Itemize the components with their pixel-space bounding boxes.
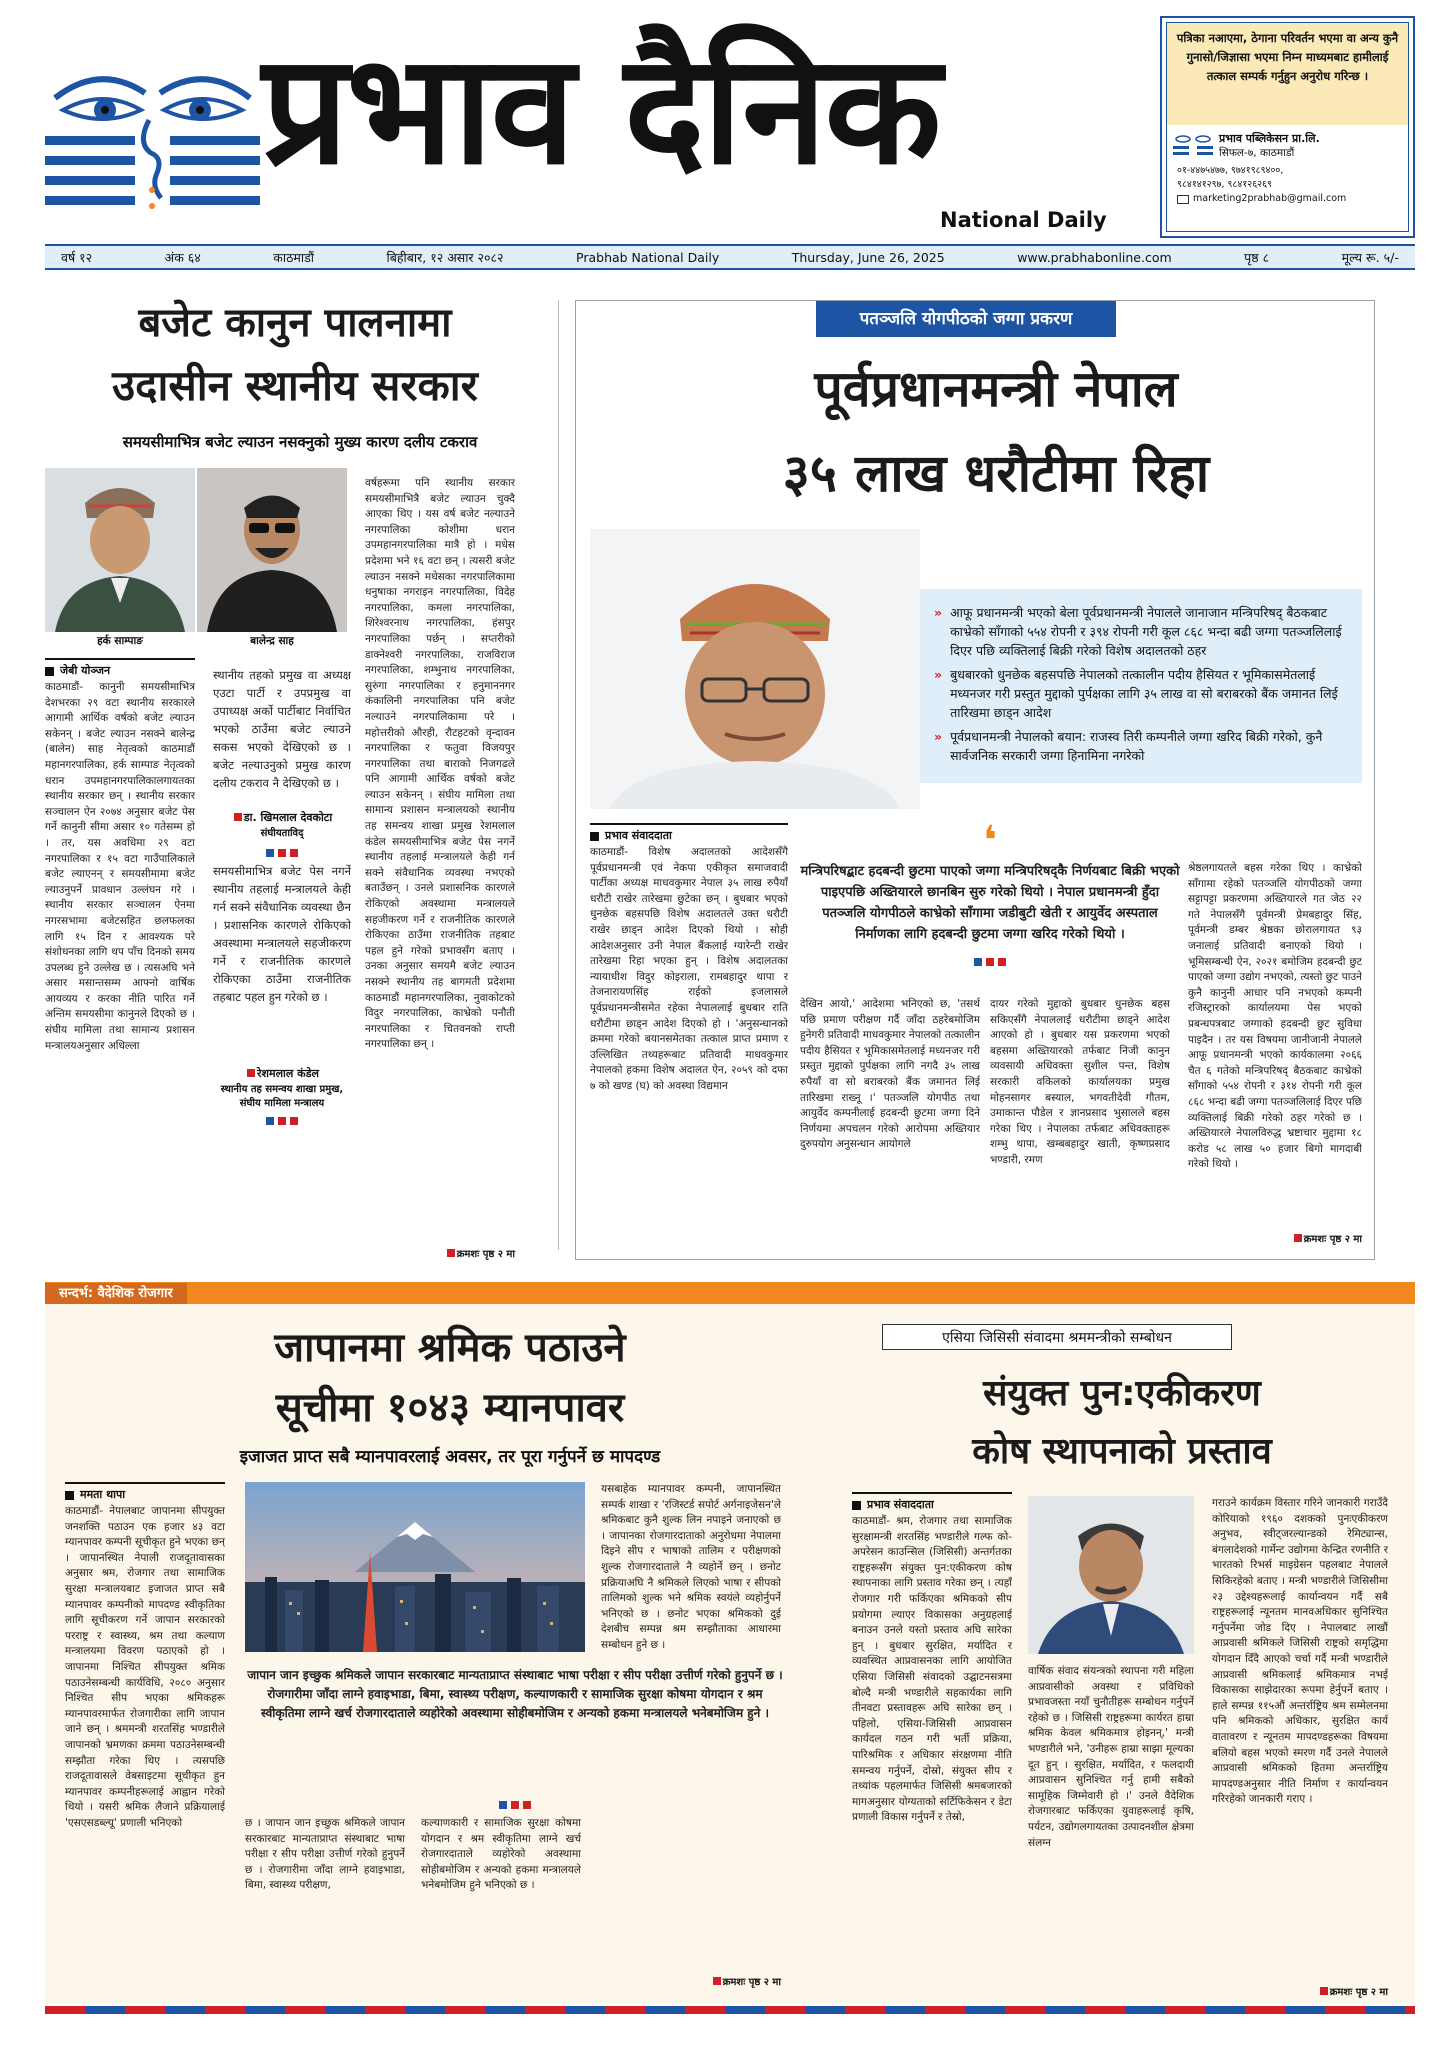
- japan-caption-marks: [245, 1794, 785, 1813]
- budget-quote-2: [213, 862, 351, 1062]
- caption-harka-sampang: हर्क साम्पाङ: [97, 635, 143, 647]
- patanjali-tag: पतञ्जलि योगपीठको जग्गा प्रकरण: [816, 301, 1116, 337]
- budget-headline-line1: बजेट कानुन पालनामा: [138, 300, 452, 346]
- budget-headline-line2: उदासीन स्थानीय सरकार: [112, 361, 478, 410]
- japan-col3-text: छ । जापान जान इच्छुक श्रमिकले जापान सरकारबाट मान्यताप्राप्त संस्थाबाट भाषा परीक्षा र सीप परीक्षा उत्तीर्ण गरेको हुनुपर्ने छ । रोजगारीमा जाँदा लाग्ने हवाइभाडा, बिमा, स्वास्थ्य परीक्षण,: [245, 1817, 405, 1892]
- budget-column-3: [365, 476, 515, 1246]
- key-point: » आफू प्रधानमन्त्री भएको बेला पूर्वप्रधानमन्त्री नेपालले जानाजान मन्त्रिपरिषद् बैठकबाट काभ्रेको साँगाको ५५४ रोपनी र ३९४ रोपनी गरी कूल ८६८ भन्दा बढी जग्गा पतञ्जलिलाई दिएर पछि व्यक्तिलाई बिक्री गरेको विशेष अदालतको ठहर: [934, 603, 1348, 660]
- japan-column-4: [421, 1816, 581, 1966]
- key-point-text: पूर्वप्रधानमन्त्री नेपालको बयान: राजस्व तिरी कम्पनीले जग्गा खरिद बिक्री गरेको, कुनै सार्वजनिक सरकारी जग्गा हिनामिना नगरेको: [950, 729, 1323, 763]
- japan-col2-text: यसबाहेक म्यानपावर कम्पनी, जापानस्थित सम्पर्क शाखा र 'रजिस्टर्ड सपोर्ट अर्गनाइजेसन'ले श्रमिकबाट कुनै शुल्क लिन नपाइने जनाएको छ । जापानका रोजगारदाताको अनुरोधमा नेपालमा दिइने सीप र भाषाको तालिम र परीक्षणको शुल्क रोजगारदाताले नै व्यहोर्ने छन् । छनोट प्रक्रियाअघि नै श्रमिकले लिएको भाषा र सीपको तालिमको शुल्क भने श्रमिक स्वयंले व्यहोर्नुपर्ने भनिएको छ । छनोट भएका श्रमिकको दुई देशबीच सम्पन्न श्रम सम्झौताका आधारमा सम्बोधन हुने छ ।: [601, 1483, 781, 1651]
- story-budget: [45, 280, 545, 1280]
- budget-col1-text: काठमाडौं- कानुनी समयसीमाभित्र देशभरका २९ वटा स्थानीय सरकारले आगामी आर्थिक वर्षको बजेट ल्याउन सकेनन् । बजेट ल्याउन नसक्ने बालेन्द्र (बालेन) साह नेतृत्वको काठमाडौं महानगरपालिका, हर्क साम्पाङ नेतृत्वको धरान उपमहानगरपालिकालगायतका स्थानीय सरकार छन् । स्थानीय सरकार सञ्चालन ऐन २०७४ अनुसार बजेट पेस गर्ने कानुनी सीमा असार १० गतेसम्म हो । तर, यस अवधिमा २९ वटा नगरपालिका र १५ वटा गाउँपालिकाले बजेट ल्याएनन् र समयसीमामा बजेट ल्याउनुपर्ने प्रावधान उल्लंघन गरे । स्थानीय सरकार सञ्चालन ऐनमा नगरसभामा बजेटसहित छलफलका लागि १५ दिन र आवश्यक परे संशोधनका लागि थप पाँच दिनको समय उपलब्ध हुने उल्लेख छ । त्यसअघि भने असार मसान्तसम्म आफ्नो वार्षिक आयव्यय र करका नीति पारित गर्ने अन्तिम समयसीमा कानुनले दिएको छ । संघीय मामिला तथा सामान्य प्रशासन मन्त्रालयअनुसार अधिल्ला: [45, 681, 195, 1052]
- gcc-column-1: [852, 1514, 1012, 1984]
- date-nepali: बिहीबार, १२ असार २०८२: [386, 249, 504, 265]
- quote2-attribution: [213, 1066, 351, 1128]
- quote1-attribution: [213, 810, 351, 860]
- nepal-column-3: [990, 997, 1170, 1247]
- nepal-headline-line1: पूर्वप्रधानमन्त्री नेपाल: [814, 360, 1178, 418]
- volume-year: वर्ष १२: [61, 249, 93, 265]
- photo-harka-sampang: [45, 468, 195, 632]
- date-english: Thursday, June 26, 2025: [791, 249, 945, 265]
- nepal-continue-text: क्रमशः पृष्ठ २ मा: [1303, 1234, 1362, 1245]
- gcc-byline: [852, 1492, 1012, 1512]
- gcc-headline-line2: कोष स्थापनाको प्रस्ताव: [972, 1431, 1272, 1472]
- key-point: » बुधबारको धुनछेक बहसपछि नेपालको तत्कालीन पदीय हैसियत र भूमिकासमेतलाई मध्यनजर गरी प्रस्तुत मुद्दाको पुर्पक्षका लागि ३५ लाख वा सो बराबरको बैंक जमानत लिई तारिखमा छाड्न आदेश: [934, 665, 1348, 722]
- nepal-byline: [590, 823, 788, 843]
- nepal-column-4: [1188, 861, 1362, 1229]
- nepal-column-1: [590, 845, 788, 1245]
- story-gcc-dialogue: [852, 1324, 1415, 2004]
- masthead: [0, 0, 1434, 240]
- japan-byline: [65, 1482, 225, 1502]
- phone-icon-line: [1167, 160, 1408, 206]
- buddha-eyes-logo: [45, 58, 260, 218]
- byline-author: प्रभाव संवाददाता: [605, 829, 672, 842]
- nepal-col2-text: देखिन आयो,' आदेशमा भनिएको छ, 'तसर्थ पछि प्रमाण परीक्षण गर्दै जाँदा ठहरेबमोजिम हुनेगरी प्रतिवादी माधवकुमार नेपालको तत्कालीन पदीय हैसियत र भूमिकासमेतलाई मध्यनजर गरी प्रस्तुत मुद्दाको पुर्पक्षका लागि नगदै ३५ लाख रुपैयाँ वा सो बराबरको बैंक जमानत लिई तारिखमा राख्नू ।' पतञ्जलि योगपीठ तथा आयुर्वेद कम्पनीलाई हदबन्दी छुटमा जग्गा दिने निर्णयमा अपचलन गरेको आरोपमा अख्तियार दुरुपयोग अनुसन्धान आयोगले: [800, 998, 980, 1151]
- japan-continue: [601, 1974, 781, 1988]
- publisher-name: प्रभाव पब्लिकेसन प्रा.लि.: [1219, 132, 1320, 145]
- location: काठमाडौं: [273, 249, 315, 265]
- phone-numbers-2: ९८४१४१२९७, ९८४१२६२६९: [1177, 179, 1272, 190]
- gcc-continue: [1212, 1984, 1388, 1998]
- section-bar-label: सन्दर्भ: वैदेशिक रोजगार: [45, 1283, 187, 1305]
- bottom-stripe: [45, 2006, 1415, 2014]
- newspaper-title: प्रभाव दैनिक: [262, 21, 940, 198]
- issue-number: अंक ६४: [164, 249, 201, 265]
- phone-numbers-1: ०१-४४७५४७७, ९७४१९८९४००,: [1177, 165, 1284, 176]
- quote2-text: समयसीमाभित्र बजेट पेस नगर्ने स्थानीय तहलाई मन्त्रालयले केही गर्न सक्ने संवैधानिक व्यवस्था छैन । प्रशासनिक कारणले रोकिएको अवस्थामा मन्त्रालयले सहजीकरण गर्ने र राजनीतिक कारणले रोकिएका ठाउँमा राजनीतिक तहबाट पहल हुन गरेको छ ।: [213, 864, 351, 1004]
- budget-column-1: [45, 680, 195, 1240]
- gcc-col3-text: गराउने कार्यक्रम विस्तार गरिने जानकारी गराउँदै कोरियाको १९६० दशकको पुनःएकीकरण अनुभव, स्वीट्जरल्यान्डको रेमिट्यान्स, बंगलादेशको गार्मेन्ट उद्योगमा केन्द्रित रणनीति र भारतको रिभर्स माइग्रेसन पहलबाट नेपालले सिकिरहेको बताए । मन्त्री भण्डारीले जिसिसीमा २३ उद्देश्यहरूलाई कार्यान्वयन गर्दै सबै राष्ट्रहरूलाई न्यूनतम मानवअधिकार सुनिश्चित गर्नुपर्नेमा जोड दिए । नेपालबाट लाखौं आप्रवासी श्रमिकले जिसिसी राष्ट्रको समृद्धिमा योगदान दिँदै आएको चर्चा गर्दै मन्त्री भण्डारीले आप्रवासी श्रमिकलाई श्रमिकमात्र नभई विकासका साझेदारका रूपमा हेर्नुपर्ने बताए । हाले सम्पन्न ११५औं अन्तर्राष्ट्रिय श्रम सम्मेलनमा पनि श्रमिकको अधिकार, सुरक्षित कार्य वातावरण र न्यूनतम मापदण्डहरूका विषयमा बलियो बहस भएको स्मरण गर्दै उनले नेपालले आप्रवासी श्रमिकको हितमा अन्तर्राष्ट्रिय मापदण्डअनुसार नीति निर्माण र कार्यान्वयन गरिरहेको जानकारी गराए ।: [1212, 1497, 1388, 1806]
- budget-quote-1: [213, 666, 351, 806]
- column-divider: [558, 300, 559, 1250]
- key-point: » पूर्वप्रधानमन्त्री नेपालको बयान: राजस्व तिरी कम्पनीले जग्गा खरिद बिक्री गरेको, कुनै सार्वजनिक सरकारी जग्गा हिनामिना नगरेको: [934, 727, 1348, 765]
- japan-col4-text: कल्याणकारी र सामाजिक सुरक्षा कोषमा योगदान र श्रम स्वीकृतिमा लाग्ने खर्च रोजगारदाताले व्यहोरेको अवस्थामा सोहीबमोजिम र अन्यको हकमा मन्त्रालयले भनेबमोजिम हुने भनिएको छ ।: [421, 1817, 581, 1892]
- photo-tokyo-fuji: [245, 1482, 585, 1652]
- quote1-text: स्थानीय तहको प्रमुख वा अध्यक्ष एउटा पार्टी र उपप्रमुख वा उपाध्यक्ष अर्को पार्टीबाट निर्वाचित भएको ठाउँमा बजेट ल्याउने सकस भएको देखिएको छ । बजेट नल्याउनुको प्रमुख कारण दलीय टकराव नै देखिएको छ ।: [213, 668, 351, 790]
- japan-headline-line1: जापानमा श्रमिक पठाउने: [274, 1325, 626, 1371]
- japan-headline-line2: सूचीमा १०४३ म्यानपावर: [275, 1385, 625, 1431]
- email-icon: [1177, 195, 1189, 204]
- nepal-col4-text: श्रेष्ठलगायतले बहस गरेका थिए । काभ्रेको साँगामा रहेको पतञ्जलि योगपीठको जग्गा सट्टापट्टा प्रकरणमा अख्तियारले गत जेठ २२ गते नेपालसँगै पूर्वमन्त्री प्रेमबहादुर सिंह, पूर्वमन्त्री डम्बर श्रेष्ठका छोरालगायत ९३ जनालाई प्रतिवादी बनाएको थियो । भूमिसम्बन्धी ऐन, २०२१ बमोजिम हदबन्दी छुट पाएको जग्गा उद्योग नभएको, त्यस्तो छुट पाउने कुनै कानुनी आधार पनि नभएको कम्पनी रजिस्ट्रारको कार्यालयमा पेस भएको प्रबन्धपत्रबाट जग्गाको हदबन्दी छुट सुविधा पाइदैन । तर यस विषयमा जानीजानी नेपालले आफू प्रधानमन्त्री भएको कार्यकालमा २०६६ चैत ६ गतेको मन्त्रिपरिषद् बैठकबाट काभ्रेको साँगाको ५५४ रोपनी र ३१४ रोपनी गरी कूल ८६८ भन्दा बढी जग्गा पतञ्जलिलाई दिएर पछि व्यक्तिलाई बिक्री गरेको ठहर गरेको छ । अख्तियारले नेपालविरुद्ध भ्रष्टाचार मुद्दामा १८ करोड ५८ लाख ५० हजार बिगो मागदाबी गरेको थियो ।: [1188, 862, 1362, 1171]
- japan-column-1: [65, 1504, 225, 1994]
- budget-continue-text: क्रमशः पृष्ठ २ मा: [456, 1249, 515, 1260]
- pull-quote-text: मन्त्रिपरिषद्बाट हदबन्दी छुटमा पाएको जग्गा मन्त्रिपरिषद्कै निर्णयबाट बिक्री भएको पाइएपछि अख्तियारले छानबिन सुरु गरेको थियो । नेपाल प्रधानमन्त्री हुँदा पतञ्जलि योगपीठले काभ्रेको साँगामा जडीबुटी खेती र आयुर्वेद अस्पताल निर्माणका लागि हदबन्दी छुटमा जग्गा खरिद गरेको थियो ।: [800, 864, 1180, 942]
- page-count: पृष्ठ ८: [1244, 249, 1270, 265]
- pull-quote: [800, 818, 1180, 971]
- quote2-name: रेशमलाल कंडेल: [257, 1067, 319, 1080]
- gcc-col2-text: वार्षिक संवाद संयन्त्रको स्थापना गरी महिला आप्रवासीको अवस्था र प्रविधिको प्रभावजस्ता नयाँ चुनौतीहरू सम्बोधन गर्नुपर्ने रहेको छ । जिसिसी राष्ट्रहरूमा कार्यरत हाम्रा श्रमिक केवल श्रमिकमात्र होइनन्,' मन्त्री भण्डारीले भने, 'उनीहरू हाम्रा साझा मूल्यका दूत हुन् । सुरक्षित, मर्यादित, र फलदायी आप्रवासन सुनिश्चित गर्नु हामी सबैको सामूहिक जिम्मेवारी हो ।' उनले वैदेशिक रोजगारबाट फर्किएका युवाहरूलाई कृषि, पर्यटन, उद्योगलगायतका उत्पादनशील क्षेत्रमा संलग्न: [1028, 1665, 1194, 1849]
- section-bar: [45, 1282, 1415, 1304]
- gcc-col1-text: काठमाडौं- श्रम, रोजगार तथा सामाजिक सुरक्षामन्त्री शरतसिंह भण्डारीले गल्फ को-अपरेसन काउन्सिल (जिसिसी) अन्तर्गतका राष्ट्रहरूसँग संयुक्त पुन:एकीकरण कोष स्थापनाका लागि प्रस्ताव गरेका छन् । त्यहाँ रोजगार गरी फर्किएका श्रमिकको सीप प्रयोगमा ल्याएर विकासका अनुग्रहलाई बनाउन उनले यस्तो प्रस्ताव अघि सारेका हुन् । बुधबार सुरक्षित, मर्यादित र व्यवस्थित आप्रवासनका लागि आयोजित एसिया जिसिसी संवादको उद्घाटनसत्रमा बोल्दै मन्त्री भण्डारीले सहकार्यका लागि तीनवटा प्रस्तावहरू अघि सारेका छन् । पहिलो, एसिया-जिसिसी आप्रवासन कार्यदल गठन गरी भर्ती प्रक्रिया, पारिश्रमिक र अधिकार संरक्षणमा नीति समन्वय गर्नुपर्ने, दोस्रो, संयुक्त सीप र तथ्यांक पहलमार्फत जिसिसी श्रमबजारको मागअनुसार योग्यताको सर्टिफिकेसन र डेटा प्रणाली विकास गर्नुपर्ने र तेस्रो,: [852, 1515, 1012, 1824]
- notice-text: पत्रिका नआएमा, ठेगाना परिवर्तन भएमा वा अन्य कुनै गुनासो/जिज्ञासा भएमा निम्न माध्यमबाट हामीलाई तत्काल सम्पर्क गर्नुहुन अनुरोध गरिन्छ ।: [1167, 23, 1408, 125]
- small-logo-icon: [1173, 132, 1213, 160]
- photo-madhav-nepal: [590, 529, 920, 809]
- key-point-text: बुधबारको धुनछेक बहसपछि नेपालको तत्कालीन पदीय हैसियत र भूमिकासमेतलाई मध्यनजर गरी प्रस्तुत मुद्दाको पुर्पक्षका लागि ३५ लाख वा सो बराबरको बैंक जमानत लिई तारिखमा छाड्न आदेश: [950, 667, 1338, 720]
- budget-subhead: समयसीमाभित्र बजेट ल्याउन नसक्नुको मुख्य कारण दलीय टकराव: [122, 433, 478, 451]
- japan-continue-text: क्रमशः पृष्ठ २ मा: [722, 1977, 781, 1988]
- gcc-column-3: [1212, 1496, 1388, 1982]
- byline-author: जेबी योञ्जन: [60, 664, 111, 677]
- gcc-continue-text: क्रमशः पृष्ठ २ मा: [1329, 1987, 1388, 1998]
- nepal-col3-text: दायर गरेको मुद्दाको बुधबार धुनछेक बहस सकिएसँगै नेपाललाई धरौटीमा छाड्ने आदेश आएको हो । बुधबार यस प्रकरणमा भएको बहसमा अख्तियारको तर्फबाट निजी कानुन व्यवसायी अधिवक्ता सुशील पन्त, विशेष सरकारी वकिलको कार्यालयका प्रमुख मोहनसागर बस्याल, भगवतीदेवी गौतम, उमाकान्त पौडेल र ज्ञानप्रसाद भुसालले बहस गरेका थिए । नेपालका तर्फबाट अधिवक्ताहरू शम्भु थापा, खम्बबहादुर खाती, कृष्णप्रसाद भण्डारी, रमण: [990, 998, 1170, 1166]
- gcc-column-2: [1028, 1664, 1194, 1984]
- price: मूल्य रू. ५/-: [1341, 249, 1399, 265]
- byline-author: ममता थापा: [80, 1488, 126, 1501]
- nepal-col1-text: काठमाडौं- विशेष अदालतको आदेशसँगै पूर्वप्रधानमन्त्री एवं नेकपा एकीकृत समाजवादी पार्टीका अध्यक्ष माधवकुमार नेपाल ३५ लाख रुपैयाँ धरौटी राखेर तारेखमा छुटेका छन् । बुधबार भएको धुनछेक बहसपछि विशेष अदालतले उक्त धरौटी राखेर छाड्न आदेश दिएको थियो । सोही आदेशअनुसार उनी नेपाल बैंकलाई ग्यारेन्टी राखेर तारेखमा रिहा भएका हुन् । विशेष अदालतका न्यायाधीश विदुर कोइराला, रामबहादुर थापा र तेजनारायणसिंह राईको इजलासले पूर्वप्रधानमन्त्रीसमेत रहेका नेपाललाई बुधबार राति धरौटीमा छाड्न आदेश दिएको हो । 'अनुसन्धानको क्रममा गरेको बयानसमेतका तत्काल प्राप्त प्रमाण र उल्लिखित तथ्यहरूबाट प्रतिवादी माधवकुमार नेपालको हकमा विशेष अदालत ऐन, २०५९ को दफा ७ को खण्ड (घ) को अवस्था विद्यमान: [590, 846, 788, 1092]
- gcc-headline-line1: संयुक्त पुन:एकीकरण: [983, 1373, 1261, 1414]
- budget-byline: [45, 658, 195, 678]
- japan-subhead: इजाजत प्राप्त सबै म्यानपावरलाई अवसर, तर पूरा गर्नुपर्ने छ मापदण्ड: [239, 1447, 661, 1467]
- byline-author: प्रभाव संवाददाता: [867, 1498, 934, 1511]
- info-bar: [45, 244, 1415, 270]
- quote1-title: संघीयताविद्: [260, 828, 304, 839]
- quote-mark-icon: ❛: [983, 818, 997, 864]
- publisher-address: सिफल-७, काठमाडौं: [1219, 147, 1295, 159]
- website-link[interactable]: www.prabhabonline.com: [1017, 249, 1172, 265]
- key-points-box: [920, 589, 1362, 783]
- email-address: marketing2prabhab@gmail.com: [1193, 193, 1347, 204]
- japan-col1-text: काठमाडौं- नेपालबाट जापानमा सीपयुक्त जनशक्ति पठाउन एक हजार ४३ वटा म्यानपावर कम्पनी सूचीकृत हुने भएका छन् । जापानस्थित नेपाली राजदूतावासका अनुसार श्रम, रोजगार तथा सामाजिक सुरक्षा मन्त्रालयबाट इजाजत प्राप्त सबै म्यानपावर कम्पनीको मापदण्ड स्वीकृतिका लागि सूचीकरण गर्ने जापान सरकारको परराष्ट्र र स्वास्थ्य, श्रम तथा कल्याण मन्त्रालयमा विवरण पठाएको हो । जापानमा निश्चित सीपयुक्त श्रमिक पठाउनेसम्बन्धी कार्यविधि, २०८० अनुसार निश्चित सीप भएका श्रमिकहरू म्यानपावरमार्फत रोजगारीका लागि जापान जाने छन् । श्रममन्त्री शरतसिंह भण्डारीले जापानको भ्रमणका क्रममा पठाउनेसम्बन्धी सम्झौता गरेका थिए । त्यसपछि राजदूतावासले वेबसाइटमा सूचीकृत हुन म्यानपावर कम्पनीहरूलाई आह्वान गरेको थियो । यसरी श्रमिक लैजाने प्रक्रियालाई 'एसएसडब्ल्यू' प्रणाली भनिएको: [65, 1505, 225, 1829]
- photo-sharat-bhandari: [1028, 1496, 1194, 1654]
- quote1-name: डा. खिमलाल देवकोटा: [243, 811, 333, 824]
- photo-balen-shah: [197, 468, 347, 632]
- caption-balen-shah: बालेन्द्र साह: [250, 635, 294, 647]
- budget-continue: [365, 1246, 515, 1260]
- gcc-tag: एसिया जिसिसी संवादमा श्रममन्त्रीको सम्बोधन: [882, 1324, 1232, 1350]
- quote2-title: स्थानीय तह समन्वय शाखा प्रमुख, संघीय मामिला मन्त्रालय: [220, 1084, 344, 1109]
- japan-photo-caption: जापान जान इच्छुक श्रमिकले जापान सरकारबाट मान्यताप्राप्त संस्थाबाट भाषा परीक्षा र सीप परीक्षा उत्तीर्ण गरेको हुनुपर्ने छ । रोजगारीमा जाँदा लाग्ने हवाइभाडा, बिमा, स्वास्थ्य परीक्षण, कल्याणकारी र सामाजिक सुरक्षा कोषमा योगदान र श्रम स्वीकृतिमा लाग्ने खर्च रोजगारदाताले व्यहोरेको अवस्थामा सोहीबमोजिम र अन्यको हकमा मन्त्रालयले भनेबमोजिम हुने ।: [247, 1668, 783, 1720]
- key-point-text: आफू प्रधानमन्त्री भएको बेला पूर्वप्रधानमन्त्री नेपालले जानाजान मन्त्रिपरिषद् बैठकबाट काभ्रेको साँगाको ५५४ रोपनी र ३९४ रोपनी गरी कूल ८६८ भन्दा बढी जग्गा पतञ्जलिलाई दिएर पछि व्यक्तिलाई बिक्री गरेको विशेष अदालतको ठहर: [950, 605, 1342, 658]
- newspaper-subtitle: National Daily: [940, 208, 1107, 232]
- budget-col3-text: वर्षहरूमा पनि स्थानीय सरकार समयसीमाभित्रै बजेट ल्याउन चुक्दै आएका थिए । यस वर्ष बजेट नल्याउने नगरपालिका कोशीमा धरान उपमहानगरपालिका मात्रै हो । मधेस प्रदेशमा भने १६ वटा छन् । त्यसरी बजेट ल्याउन नसक्ने मधेसका नगरपालिकामा धनुषाका नगराइन नगरपालिका, विदेह नगरपालिका, कमला नगरपालिका, शिरेश्वरनाथ नगरपालिका, हंसपुर नगरपालिका पर्छन् । सप्तरीको डाक्नेश्वरी नगरपालिका, राजविराज नगरपालिका, शम्भुनाथ नगरपालिका, सुरुंगा नगरपालिका र हनुमाननगर कंकालिनी नगरपालिका पनि बजेट नल्याउने नगरपालिकामा परे । महोत्तरीको औरही, रौटहटको वृन्दावन नगरपालिका र फतुवा विजयपुर नगरपालिका तथा बाराको निजगढले पनि आगामी आर्थिक वर्षको बजेट ल्याउन सकेनन् । संघीय मामिला तथा सामान्य प्रशासन मन्त्रालयको स्थानीय तह समन्वय शाखा प्रमुख रेशमलाल कंडेल समयसीमाभित्र बजेट पेस नगर्ने स्थानीय तहलाई मन्त्रालयले केही गर्न सक्ने संवैधानिक व्यवस्था नभएको बताउँछन् । उनले प्रशासनिक कारणले रोकिएको अवस्थामा मन्त्रालयले सहजीकरण गर्ने र राजनीतिक कारणले रोकिएका ठाउँमा राजनीतिक तहबाट पहल हुने गरेको प्रभावसँग बताए । उनका अनुसार समयमै बजेट ल्याउन नसक्ने स्थानीय तह बागमती प्रदेशमा काठमाडौं महानगरपालिका, नुवाकोटको विदुर नगरपालिका, काभ्रेको पनौती नगरपालिका र चितवनको राप्ती नगरपालिका छन् ।: [365, 477, 515, 1051]
- nepal-column-2: [800, 997, 980, 1247]
- story-japan-manpower: [45, 1304, 855, 2004]
- japan-column-3: [245, 1816, 405, 1996]
- nepal-continue: [1188, 1231, 1362, 1245]
- notice-box: [1160, 16, 1415, 238]
- paper-name-english: Prabhab National Daily: [576, 249, 720, 265]
- nepal-headline-line2: ३५ लाख धरौटीमा रिहा: [782, 444, 1210, 504]
- story-nepal-bail: [575, 300, 1375, 1260]
